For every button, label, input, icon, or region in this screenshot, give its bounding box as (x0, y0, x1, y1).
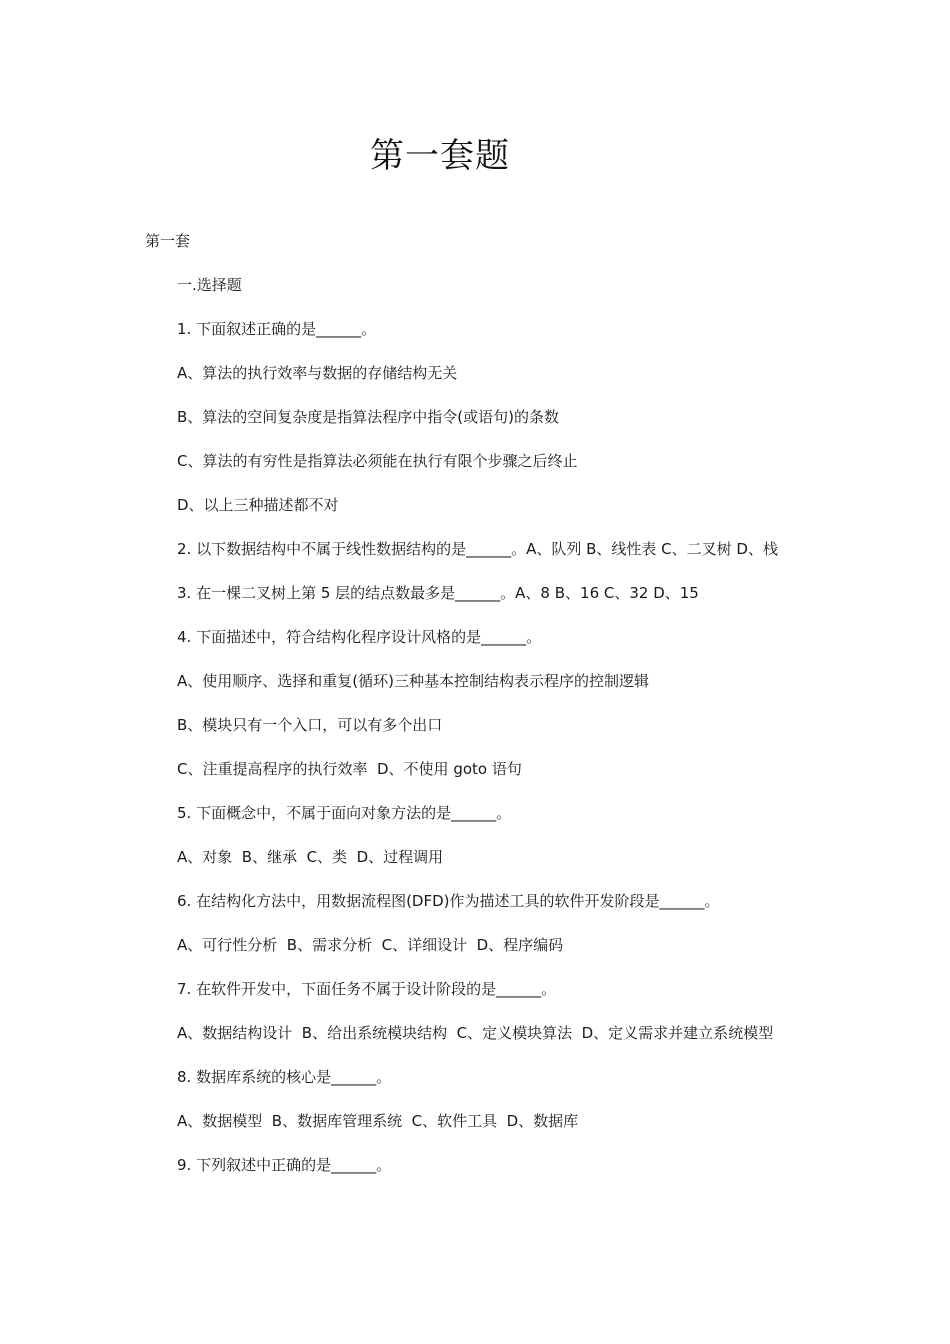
question-line: 4. 下面描述中，符合结构化程序设计风格的是______。 (177, 628, 542, 646)
option-line: B、模块只有一个入口，可以有多个出口 (177, 716, 443, 734)
page-title: 第一套题 (370, 136, 510, 176)
document-body (145, 229, 805, 1197)
option-line: C、算法的有穷性是指算法必须能在执行有限个步骤之后终止 (177, 452, 578, 470)
option-line: A、可行性分析 B、需求分析 C、详细设计 D、程序编码 (177, 936, 564, 954)
option-line: A、算法的执行效率与数据的存储结构无关 (177, 364, 458, 382)
option-line: A、对象 B、继承 C、类 D、过程调用 (177, 848, 444, 866)
option-line: B、算法的空间复杂度是指算法程序中指令(或语句)的条数 (177, 408, 559, 426)
option-line: C、注重提高程序的执行效率 D、不使用 goto 语句 (177, 760, 522, 778)
question-line: 8. 数据库系统的核心是______。 (177, 1068, 392, 1086)
section-heading: 一.选择题 (177, 276, 242, 294)
question-line: 9. 下列叙述中正确的是______。 (177, 1156, 392, 1174)
option-line: D、以上三种描述都不对 (177, 496, 339, 514)
option-line: A、使用顺序、选择和重复(循环)三种基本控制结构表示程序的控制逻辑 (177, 672, 649, 690)
question-line: 6. 在结构化方法中，用数据流程图(DFD)作为描述工具的软件开发阶段是______。 (177, 892, 720, 910)
question-line: 5. 下面概念中，不属于面向对象方法的是______。 (177, 804, 512, 822)
section-label: 第一套 (145, 232, 191, 250)
option-line: A、数据结构设计 B、给出系统模块结构 C、定义模块算法 D、定义需求并建立系统模型 (177, 1024, 774, 1042)
question-line: 1. 下面叙述正确的是______。 (177, 320, 377, 338)
question-line: 3. 在一棵二叉树上第 5 层的结点数最多是______。A、8 B、16 C、32 D、15 (177, 584, 699, 602)
option-line: A、数据模型 B、数据库管理系统 C、软件工具 D、数据库 (177, 1112, 579, 1130)
question-line: 7. 在软件开发中，下面任务不属于设计阶段的是______。 (177, 980, 557, 998)
question-line: 2. 以下数据结构中不属于线性数据结构的是______。A、队列 B、线性表 C、二叉树 D、栈 (177, 540, 778, 558)
